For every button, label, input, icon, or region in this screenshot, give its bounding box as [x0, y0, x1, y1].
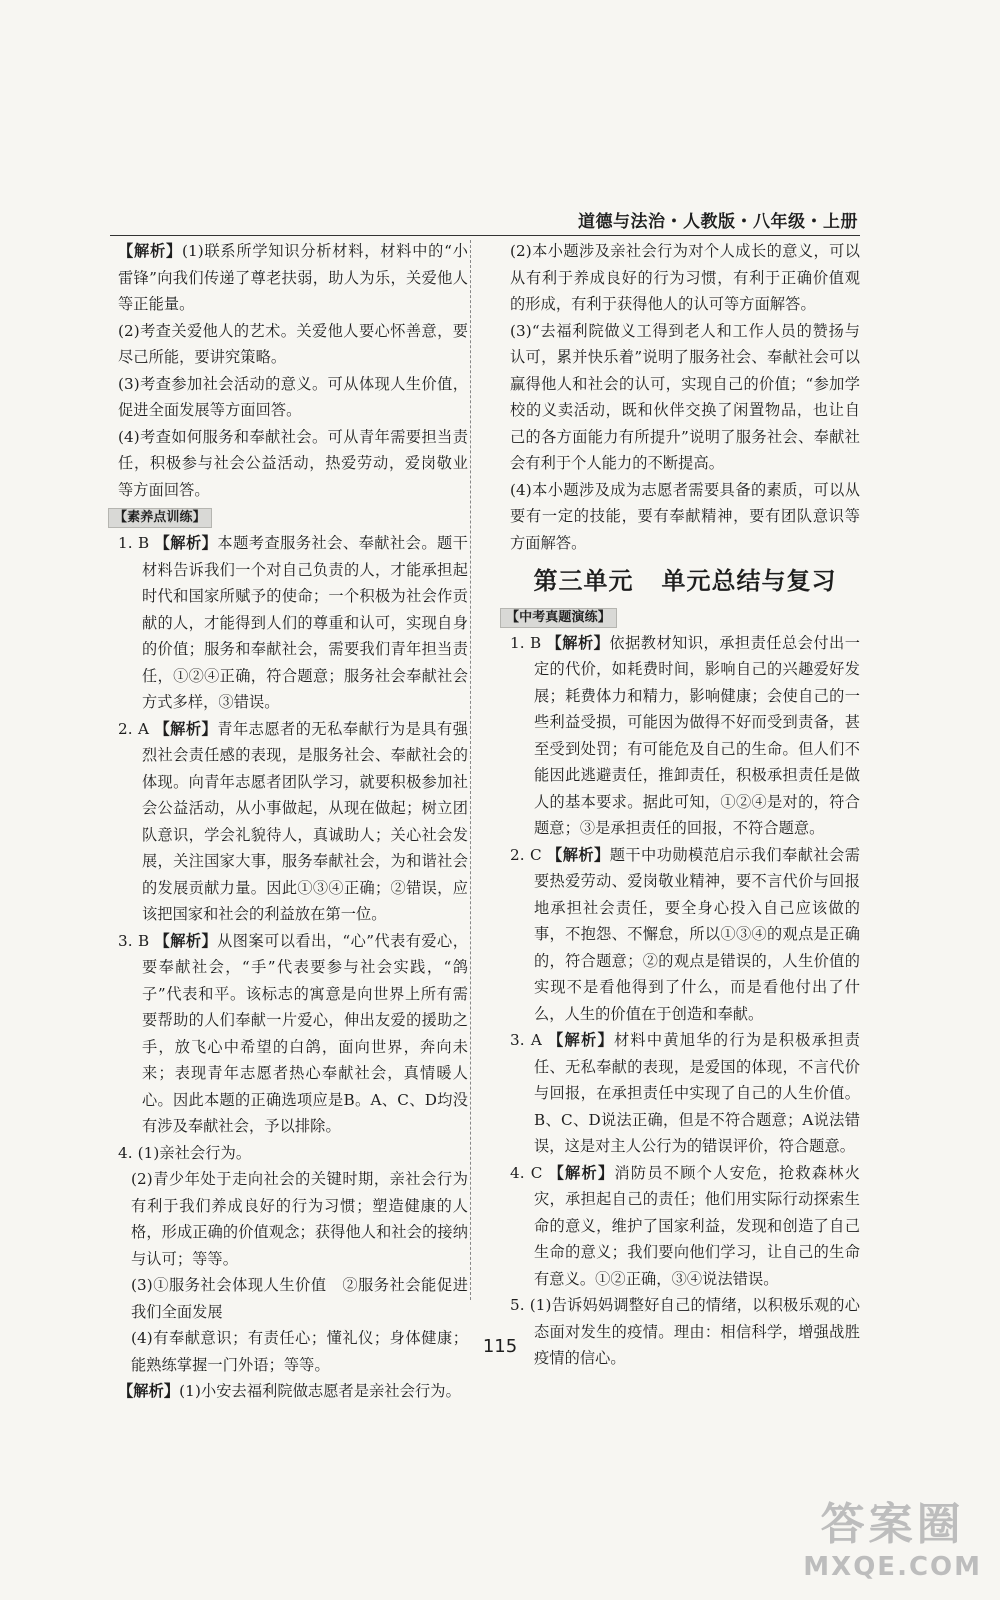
analysis-label: 【解析】 — [118, 1382, 180, 1400]
paragraph: (1)联系所学知识分析材料，材料中的“小雷锋”向我们传递了尊老扶弱，助人为乐，关爱他人等正能量。 — [118, 242, 469, 313]
paragraph: (3)考查参加社会活动的意义。可从体现人生价值，促进全面发展等方面回答。 — [118, 374, 468, 419]
header-rule — [110, 235, 860, 236]
answer-number: 4. C — [510, 1163, 543, 1182]
answer-text: 青年志愿者的无私奉献行为是具有强烈社会责任感的表现，是服务社会、奉献社会的体现。向青年志愿者团队学习，就要积极参加社会公益活动，从小事做起，从现在做起；树立团队意识，学会礼貌待人，真诚助人；关心社会发展，关注国家大事，服务奉献社会，为和谐社会的发展贡献力量。因此①③④正确；②错误，应该把国家和社会的利益放在第一位。 — [142, 719, 468, 923]
answer-number: 2. C — [510, 845, 542, 864]
paragraph: (3)“去福利院做义工得到老人和工作人员的赞扬与认可，累并快乐着”说明了服务社会、奉献社会可以赢得他人和社会的认可，实现自己的价值；“参加学校的义卖活动，既和伙伴交换了闲置物品，也让自己的各方面能力有所提升”说明了服务社会、奉献社会有利于个人能力的不断提高。 — [510, 321, 860, 472]
answer-text: 5. (1)告诉妈妈调整好自己的情绪，以积极乐观的心态面对发生的疫情。理由：相信科学，增强战胜疫情的信心。 — [510, 1296, 860, 1367]
paragraph: (4)本小题涉及成为志愿者需要具备的素质，可以从要有一定的技能，要有奉献精神，要有团队意识等方面解答。 — [510, 480, 860, 552]
paragraph: (2)考查关爱他人的艺术。关爱他人要心怀善意，要尽己所能，要讲究策略。 — [118, 321, 468, 366]
answer-number: 3. A — [510, 1031, 542, 1049]
analysis-label: 【解析】 — [548, 1031, 614, 1049]
analysis-label: 【解析】 — [547, 845, 610, 864]
right-column — [506, 238, 861, 1372]
answer-text: 消防员不顾个人安危，抢救森林火灾，承担起自己的责任；他们用实际行动探索生命的意义，维护了国家利益，发现和创造了自己生命的意义；我们要向他们学习，让自己的生命有意义。①②正确，③④说法错误。 — [534, 1163, 861, 1288]
answer-text: (2)青少年处于走向社会的关键时期，亲社会行为有利于我们养成良好的行为习惯；塑造健康的人格，形成正确的价值观念；获得他人和社会的接纳与认可；等等。 — [131, 1170, 468, 1268]
answer-text: (3)①服务社会体现人生价值 ②服务社会能促进我们全面发展 — [131, 1276, 468, 1321]
paragraph: (4)考查如何服务和奉献社会。可从青年需要担当责任，积极参与社会公益活动，热爱劳动，爱岗敬业等方面回答。 — [118, 427, 468, 499]
answer-text: 从图案可以看出，“心”代表有爱心，要奉献社会，“手”代表要参与社会实践，“鸽子”代表和平。该标志的寓意是向世界上所有需要帮助的人们奉献一片爱心，伸出友爱的援助之手，放飞心中希望的白鸽，面向世界，奔向未来；表现青年志愿者热心奉献社会，真情暖人心。因此本题的正确选项应是B。A、C、D均没有涉及奉献社会，予以排除。 — [142, 931, 468, 1135]
answer-number: 1. B — [118, 534, 150, 552]
paragraph: (2)本小题涉及亲社会行为对个人成长的意义，可以从有利于养成良好的行为习惯，有利于正确价值观的形成，有利于获得他人的认可等方面解答。 — [510, 242, 860, 313]
answer-number: 2. A — [118, 719, 150, 738]
answer-text: (1)小安去福利院做志愿者是亲社会行为。 — [179, 1382, 461, 1400]
analysis-label: 【解析】 — [154, 931, 218, 950]
analysis-label: 【解析】 — [118, 242, 182, 260]
left-column — [114, 238, 469, 1405]
section-tag: 【中考真题演练】 — [500, 608, 617, 628]
unit-title: 第三单元 单元总结与复习 — [533, 567, 837, 595]
running-header: 道德与法治・人教版・八年级・上册 — [578, 212, 858, 232]
answer-text: (4)有奉献意识；有责任心；懂礼仪；身体健康；能熟练掌握一门外语；等等。 — [131, 1329, 468, 1374]
column-divider — [470, 240, 471, 1300]
answer-number: 3. B — [118, 931, 150, 950]
answer-text: 4. (1)亲社会行为。 — [118, 1143, 252, 1162]
answer-text: 依据教材知识，承担责任总会付出一定的代价，如耗费时间，影响自己的兴趣爱好发展；耗费体力和精力，影响健康；会使自己的一些利益受损，可能因为做得不好而受到责备，甚至受到处罚；有可能危及自己的生命。但人们不能因此逃避责任，推卸责任，积极承担责任是做人的基本要求。据此可知，①②④是对的，符合题意；③是承担责任的回报，不符合题意。 — [534, 633, 860, 837]
answer-text: 题干中功勋模范启示我们奉献社会需要热爱劳动、爱岗敬业精神，要不言代价与回报地承担社会责任，要全身心投入自己应该做的事，不抱怨、不懈怠，所以①③④的观点是正确的，符合题意；②的观点是错误的，人生价值的实现不是看他得到了什么，而是看他付出了什么，人生的价值在于创造和奉献。 — [534, 845, 860, 1023]
answer-number: 1. B — [510, 633, 542, 652]
analysis-label: 【解析】 — [546, 633, 610, 652]
answer-text: 本题考查服务社会、奉献社会。题干材料告诉我们一个对自己负责的人，才能承担起时代和国家所赋予的使命；一个积极为社会作贡献的人，才能得到人们的尊重和认可，实现自身的价值；服务和奉献社会，需要我们青年担当责任，①②④正确，符合题意；服务社会奉献社会方式多样，③错误。 — [142, 534, 468, 711]
section-tag: 【素养点训练】 — [108, 508, 212, 528]
analysis-label: 【解析】 — [548, 1163, 615, 1182]
answer-text: 材料中黄旭华的行为是积极承担责任、无私奉献的表现，是爱国的体现，不言代价与回报，在承担责任中实现了自己的人生价值。B、C、D说法正确，但是不符合题意；A说法错误，这是对主人公行为的错误评价，符合题意。 — [534, 1031, 860, 1155]
page-number: 115 — [482, 1336, 518, 1357]
analysis-label: 【解析】 — [154, 534, 218, 552]
analysis-label: 【解析】 — [154, 719, 218, 738]
watermark-logo: 答案圈 MXQE.COM — [803, 1499, 982, 1582]
